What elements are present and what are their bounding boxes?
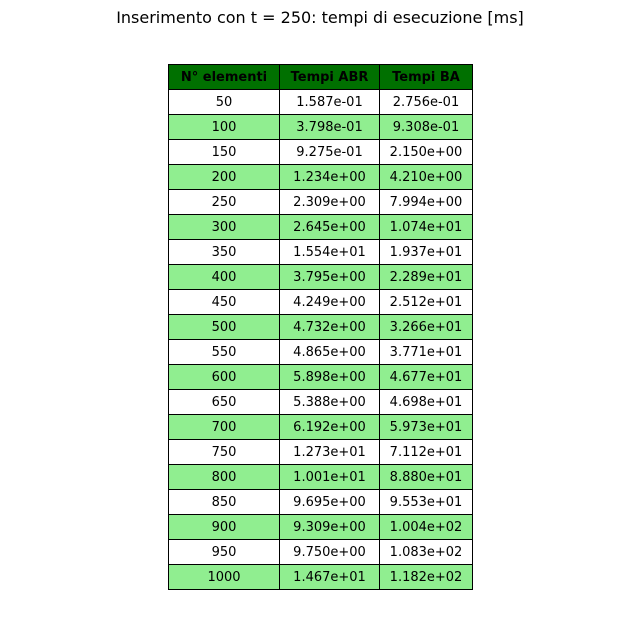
cell-ba: 3.771e+01	[380, 340, 473, 365]
cell-abr: 3.798e-01	[280, 115, 380, 140]
cell-abr: 2.309e+00	[280, 190, 380, 215]
cell-elements: 750	[169, 440, 280, 465]
table-body	[169, 90, 473, 590]
cell-elements: 500	[169, 315, 280, 340]
cell-abr: 6.192e+00	[280, 415, 380, 440]
table-row	[169, 165, 473, 190]
cell-elements: 1000	[169, 565, 280, 590]
cell-elements: 250	[169, 190, 280, 215]
cell-abr: 5.388e+00	[280, 390, 380, 415]
cell-elements: 550	[169, 340, 280, 365]
cell-elements: 150	[169, 140, 280, 165]
cell-abr: 9.750e+00	[280, 540, 380, 565]
header-row	[169, 65, 473, 90]
cell-ba: 2.512e+01	[380, 290, 473, 315]
cell-elements: 900	[169, 515, 280, 540]
cell-abr: 4.732e+00	[280, 315, 380, 340]
table-row	[169, 540, 473, 565]
table-row	[169, 390, 473, 415]
cell-abr: 1.554e+01	[280, 240, 380, 265]
cell-ba: 2.289e+01	[380, 265, 473, 290]
cell-ba: 7.994e+00	[380, 190, 473, 215]
header-cell-elements: N° elementi	[169, 65, 280, 90]
table-row	[169, 465, 473, 490]
cell-abr: 4.865e+00	[280, 340, 380, 365]
header-cell-ba: Tempi BA	[380, 65, 473, 90]
cell-ba: 7.112e+01	[380, 440, 473, 465]
cell-ba: 9.308e-01	[380, 115, 473, 140]
table-row	[169, 315, 473, 340]
cell-abr: 5.898e+00	[280, 365, 380, 390]
table-row	[169, 565, 473, 590]
cell-abr: 4.249e+00	[280, 290, 380, 315]
cell-ba: 1.074e+01	[380, 215, 473, 240]
cell-elements: 50	[169, 90, 280, 115]
cell-elements: 100	[169, 115, 280, 140]
cell-ba: 1.182e+02	[380, 565, 473, 590]
table-row	[169, 290, 473, 315]
table-row	[169, 215, 473, 240]
table-row	[169, 265, 473, 290]
cell-abr: 9.695e+00	[280, 490, 380, 515]
cell-elements: 350	[169, 240, 280, 265]
cell-elements: 800	[169, 465, 280, 490]
cell-abr: 9.309e+00	[280, 515, 380, 540]
cell-ba: 1.937e+01	[380, 240, 473, 265]
cell-ba: 5.973e+01	[380, 415, 473, 440]
cell-elements: 200	[169, 165, 280, 190]
cell-ba: 2.756e-01	[380, 90, 473, 115]
cell-abr: 1.467e+01	[280, 565, 380, 590]
table-row	[169, 115, 473, 140]
chart-title: Inserimento con t = 250: tempi di esecuzione [ms]	[116, 8, 524, 27]
table-row	[169, 340, 473, 365]
table-row	[169, 415, 473, 440]
cell-abr: 3.795e+00	[280, 265, 380, 290]
cell-ba: 4.698e+01	[380, 390, 473, 415]
cell-ba: 1.004e+02	[380, 515, 473, 540]
cell-ba: 8.880e+01	[380, 465, 473, 490]
table-row	[169, 90, 473, 115]
table-row	[169, 140, 473, 165]
header-cell-abr: Tempi ABR	[280, 65, 380, 90]
table-row	[169, 490, 473, 515]
results-table	[168, 64, 473, 590]
cell-elements: 600	[169, 365, 280, 390]
cell-elements: 700	[169, 415, 280, 440]
cell-ba: 3.266e+01	[380, 315, 473, 340]
cell-ba: 2.150e+00	[380, 140, 473, 165]
cell-ba: 9.553e+01	[380, 490, 473, 515]
cell-ba: 4.677e+01	[380, 365, 473, 390]
table-row	[169, 190, 473, 215]
table-row	[169, 365, 473, 390]
cell-elements: 650	[169, 390, 280, 415]
cell-elements: 400	[169, 265, 280, 290]
cell-elements: 950	[169, 540, 280, 565]
cell-elements: 450	[169, 290, 280, 315]
cell-elements: 850	[169, 490, 280, 515]
cell-abr: 1.234e+00	[280, 165, 380, 190]
cell-abr: 2.645e+00	[280, 215, 380, 240]
cell-abr: 9.275e-01	[280, 140, 380, 165]
cell-abr: 1.587e-01	[280, 90, 380, 115]
table-row	[169, 240, 473, 265]
cell-abr: 1.273e+01	[280, 440, 380, 465]
cell-ba: 4.210e+00	[380, 165, 473, 190]
table-row	[169, 440, 473, 465]
cell-abr: 1.001e+01	[280, 465, 380, 490]
cell-elements: 300	[169, 215, 280, 240]
table-row	[169, 515, 473, 540]
cell-ba: 1.083e+02	[380, 540, 473, 565]
